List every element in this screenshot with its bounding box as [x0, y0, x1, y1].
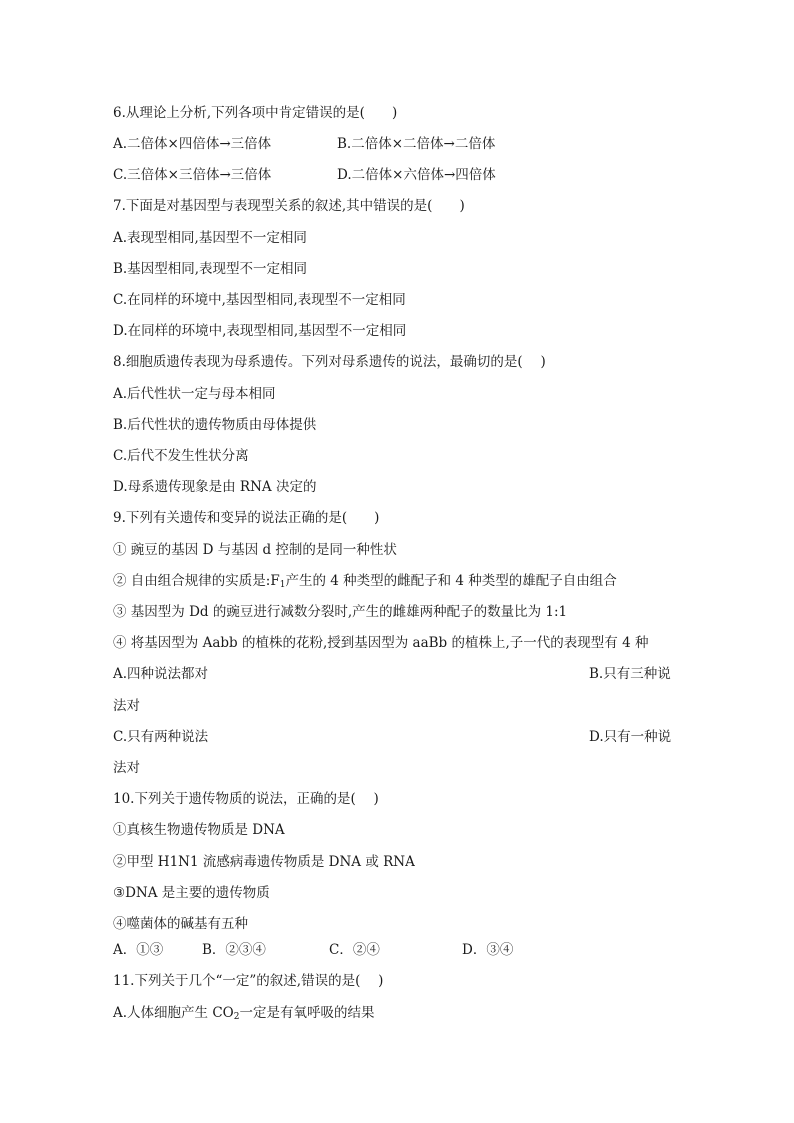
q11-option-a-post: 一定是有氧呼吸的结果	[239, 1005, 375, 1021]
q7-option-c: C.在同样的环境中,基因型相同,表现型不一定相同	[113, 292, 406, 308]
q9-option-b: B.只有三种说	[589, 666, 671, 682]
q9-statement-2	[113, 572, 617, 594]
q9-option-b-wrap: 法对	[113, 698, 140, 714]
q6-option-d: D.二倍体×六倍体→四倍体	[337, 167, 496, 183]
q9-statement-3: ③ 基因型为 Dd 的豌豆进行减数分裂时,产生的雌雄两种配子的数量比为 1:1	[113, 604, 568, 620]
q9-statement-2-pre: ② 自由组合规律的实质是:F	[113, 573, 280, 589]
q9-statement-1: ① 豌豆的基因 D 与基因 d 控制的是同一种性状	[113, 542, 397, 558]
q9-statement-4: ④ 将基因型为 Aabb 的植株的花粉,授到基因型为 aaBb 的植株上,子一代的表现型有 4 种	[113, 635, 649, 651]
q10-statement-4: ④噬菌体的碱基有五种	[113, 916, 248, 932]
q10-option-d: D．③④	[462, 942, 514, 958]
q9-statement-2-post: 产生的 4 种类型的雌配子和 4 种类型的雄配子自由组合	[285, 573, 617, 589]
q9-stem: 9.下列有关遗传和变异的说法正确的是( )	[113, 510, 380, 526]
q7-stem: 7.下面是对基因型与表现型关系的叙述,其中错误的是( )	[113, 198, 465, 214]
q9-option-d: D.只有一种说	[589, 729, 672, 745]
q8-option-c: C.后代不发生性状分离	[113, 448, 249, 464]
q6-option-a: A.二倍体×四倍体→三倍体	[113, 136, 272, 152]
q10-option-a: A．①③	[113, 942, 164, 958]
q10-statement-3: ③DNA 是主要的遗传物质	[113, 885, 270, 901]
q9-option-a: A.四种说法都对	[113, 666, 209, 682]
q8-stem: 8.细胞质遗传表现为母系遗传。下列对母系遗传的说法，最确切的是( )	[113, 354, 546, 370]
q6-option-b: B.二倍体×二倍体→二倍体	[337, 136, 496, 152]
q6-stem: 6.从理论上分析,下列各项中肯定错误的是( )	[113, 105, 398, 121]
q7-option-d: D.在同样的环境中,表现型相同,基因型不一定相同	[113, 323, 407, 339]
q9-statement-2-subscript: 1	[279, 580, 286, 590]
q8-option-a: A.后代性状一定与母本相同	[113, 386, 276, 402]
q6-option-c: C.三倍体×三倍体→三倍体	[113, 167, 272, 183]
q9-option-c: C.只有两种说法	[113, 729, 209, 745]
q8-option-d: D.母系遗传现象是由 RNA 决定的	[113, 479, 317, 495]
q10-option-b: B．②③④	[202, 942, 266, 958]
q7-option-b: B.基因型相同,表现型不一定相同	[113, 261, 308, 277]
q9-option-d-wrap: 法对	[113, 760, 140, 776]
q11-stem: 11.下列关于几个“一定”的叙述,错误的是( )	[113, 973, 384, 989]
q11-option-a-pre: A.人体细胞产生 CO	[113, 1005, 234, 1021]
q7-option-a: A.表现型相同,基因型不一定相同	[113, 230, 307, 246]
q8-option-b: B.后代性状的遗传物质由母体提供	[113, 417, 317, 433]
q10-statement-2: ②甲型 H1N1 流感病毒遗传物质是 DNA 或 RNA	[113, 854, 415, 870]
q10-stem: 10.下列关于遗传物质的说法，正确的是( )	[113, 791, 379, 807]
q10-option-c: C．②④	[329, 942, 380, 958]
q10-statement-1: ①真核生物遗传物质是 DNA	[113, 822, 285, 838]
q11-option-a-subscript: 2	[233, 1012, 240, 1022]
q11-option-a	[113, 1004, 374, 1026]
